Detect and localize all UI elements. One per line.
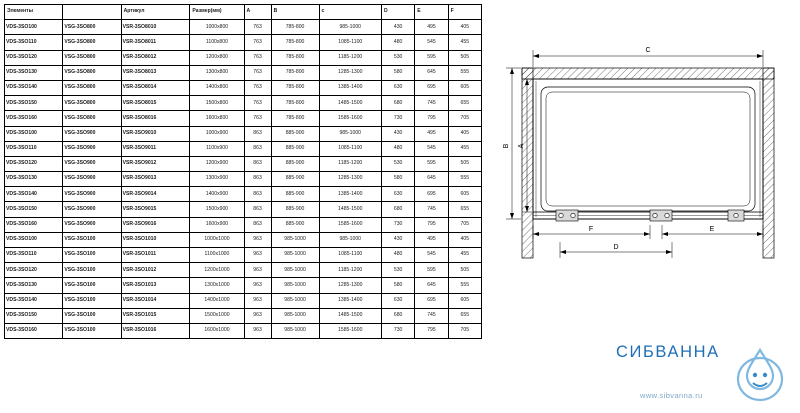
cell-article: VSR-3SO1012 bbox=[121, 263, 190, 278]
col-header-e: E bbox=[415, 5, 448, 20]
cell-b: 985-1000 bbox=[271, 293, 319, 308]
cell-d: 430 bbox=[381, 126, 414, 141]
cell-b: 885-900 bbox=[271, 217, 319, 232]
cell-c: 1485-1500 bbox=[319, 96, 381, 111]
cell-elements: VDS-3SO140 bbox=[5, 187, 63, 202]
cell-article: VSR-3SO1014 bbox=[121, 293, 190, 308]
cell-size: 1400x800 bbox=[190, 80, 244, 95]
cell-b: 785-800 bbox=[271, 50, 319, 65]
table-row bbox=[5, 263, 482, 278]
cell-elements2: VSG-3SO100 bbox=[63, 278, 121, 293]
table-row bbox=[5, 232, 482, 247]
cell-c: 1585-1600 bbox=[319, 111, 381, 126]
cell-elements2: VSG-3SO800 bbox=[63, 20, 121, 35]
cell-size: 1600x1000 bbox=[190, 323, 244, 338]
cell-a: 863 bbox=[244, 202, 271, 217]
cell-e: 545 bbox=[415, 141, 448, 156]
cell-article: VSR-3SO1011 bbox=[121, 248, 190, 263]
cell-c: 985-1000 bbox=[319, 232, 381, 247]
cell-c: 1285-1300 bbox=[319, 278, 381, 293]
cell-elements: VDS-3SO100 bbox=[5, 20, 63, 35]
cell-f: 505 bbox=[448, 50, 481, 65]
cell-c: 1585-1600 bbox=[319, 217, 381, 232]
cell-f: 705 bbox=[448, 323, 481, 338]
cell-elements: VDS-3SO100 bbox=[5, 126, 63, 141]
cell-b: 885-900 bbox=[271, 156, 319, 171]
cell-article: VSR-3SO8013 bbox=[121, 65, 190, 80]
cell-article: VSR-3SO8015 bbox=[121, 96, 190, 111]
cell-elements2: VSG-3SO800 bbox=[63, 50, 121, 65]
cell-a: 863 bbox=[244, 187, 271, 202]
dimension-label-a: A bbox=[518, 143, 525, 149]
cell-f: 455 bbox=[448, 35, 481, 50]
cell-elements: VDS-3SO140 bbox=[5, 293, 63, 308]
cell-d: 680 bbox=[381, 96, 414, 111]
cell-size: 1500x800 bbox=[190, 96, 244, 111]
cell-elements: VDS-3SO160 bbox=[5, 217, 63, 232]
cell-article: VSR-3SO1015 bbox=[121, 308, 190, 323]
cell-f: 655 bbox=[448, 96, 481, 111]
cell-d: 480 bbox=[381, 35, 414, 50]
cell-a: 963 bbox=[244, 293, 271, 308]
cell-e: 645 bbox=[415, 65, 448, 80]
cell-a: 963 bbox=[244, 232, 271, 247]
wall-hatch-left bbox=[522, 68, 533, 258]
dimension-label-b: B bbox=[503, 143, 510, 149]
table-row bbox=[5, 80, 482, 95]
spec-table-container bbox=[4, 4, 482, 339]
cell-d: 530 bbox=[381, 50, 414, 65]
cell-a: 963 bbox=[244, 278, 271, 293]
cell-elements2: VSG-3SO100 bbox=[63, 293, 121, 308]
cell-d: 680 bbox=[381, 308, 414, 323]
cell-article: VSR-3SO8011 bbox=[121, 35, 190, 50]
col-header-article: Артикул bbox=[121, 5, 190, 20]
cell-d: 730 bbox=[381, 111, 414, 126]
cell-a: 763 bbox=[244, 20, 271, 35]
cell-a: 863 bbox=[244, 217, 271, 232]
cell-elements2: VSG-3SO800 bbox=[63, 65, 121, 80]
dimension-label-c: C bbox=[645, 47, 651, 54]
cell-d: 730 bbox=[381, 323, 414, 338]
cell-elements: VDS-3SO110 bbox=[5, 248, 63, 263]
cell-c: 985-1000 bbox=[319, 20, 381, 35]
cell-f: 455 bbox=[448, 248, 481, 263]
cell-a: 863 bbox=[244, 141, 271, 156]
cell-e: 795 bbox=[415, 217, 448, 232]
cell-e: 695 bbox=[415, 80, 448, 95]
cell-e: 645 bbox=[415, 278, 448, 293]
col-header-c: c bbox=[319, 5, 381, 20]
table-row bbox=[5, 156, 482, 171]
cell-elements: VDS-3SO150 bbox=[5, 308, 63, 323]
cell-article: VSR-3SO9015 bbox=[121, 202, 190, 217]
cell-article: VSR-3SO8016 bbox=[121, 111, 190, 126]
cell-elements: VDS-3SO130 bbox=[5, 172, 63, 187]
cell-elements: VDS-3SO150 bbox=[5, 96, 63, 111]
table-row bbox=[5, 111, 482, 126]
cell-elements2: VSG-3SO800 bbox=[63, 35, 121, 50]
table-row bbox=[5, 96, 482, 111]
cell-c: 1285-1300 bbox=[319, 172, 381, 187]
spec-table bbox=[4, 4, 482, 339]
cell-elements2: VSG-3SO100 bbox=[63, 232, 121, 247]
cell-elements2: VSG-3SO900 bbox=[63, 156, 121, 171]
cell-f: 505 bbox=[448, 156, 481, 171]
dimension-label-e: E bbox=[709, 226, 715, 233]
table-header bbox=[5, 5, 482, 20]
table-row bbox=[5, 65, 482, 80]
cell-elements: VDS-3SO120 bbox=[5, 50, 63, 65]
cell-c: 1085-1100 bbox=[319, 248, 381, 263]
cell-article: VSR-3SO9011 bbox=[121, 141, 190, 156]
table-row bbox=[5, 202, 482, 217]
cell-size: 1200x1000 bbox=[190, 263, 244, 278]
cell-elements2: VSG-3SO100 bbox=[63, 308, 121, 323]
cell-size: 1100x1000 bbox=[190, 248, 244, 263]
cell-b: 785-800 bbox=[271, 20, 319, 35]
table-row bbox=[5, 248, 482, 263]
cell-a: 763 bbox=[244, 50, 271, 65]
cell-e: 745 bbox=[415, 96, 448, 111]
cell-size: 1000x800 bbox=[190, 20, 244, 35]
cell-a: 763 bbox=[244, 111, 271, 126]
cell-e: 495 bbox=[415, 126, 448, 141]
cell-e: 495 bbox=[415, 20, 448, 35]
cell-c: 1285-1300 bbox=[319, 65, 381, 80]
cell-c: 1385-1400 bbox=[319, 187, 381, 202]
cell-elements: VDS-3SO130 bbox=[5, 278, 63, 293]
table-row bbox=[5, 293, 482, 308]
cell-elements2: VSG-3SO900 bbox=[63, 217, 121, 232]
cell-b: 885-900 bbox=[271, 172, 319, 187]
cell-elements: VDS-3SO140 bbox=[5, 80, 63, 95]
cell-article: VSR-3SO1010 bbox=[121, 232, 190, 247]
cell-f: 555 bbox=[448, 172, 481, 187]
cell-size: 1300x1000 bbox=[190, 278, 244, 293]
cell-article: VSR-3SO9013 bbox=[121, 172, 190, 187]
cell-size: 1500x900 bbox=[190, 202, 244, 217]
cell-c: 1485-1500 bbox=[319, 202, 381, 217]
cell-elements2: VSG-3SO100 bbox=[63, 248, 121, 263]
col-header-b: B bbox=[271, 5, 319, 20]
table-header-row bbox=[5, 5, 482, 20]
col-header-elements2 bbox=[63, 5, 121, 20]
cell-c: 1085-1100 bbox=[319, 141, 381, 156]
cell-e: 545 bbox=[415, 248, 448, 263]
cell-article: VSR-3SO9010 bbox=[121, 126, 190, 141]
cell-d: 530 bbox=[381, 156, 414, 171]
cell-elements2: VSG-3SO900 bbox=[63, 141, 121, 156]
cell-size: 1100x800 bbox=[190, 35, 244, 50]
cell-a: 763 bbox=[244, 96, 271, 111]
cell-size: 1600x800 bbox=[190, 111, 244, 126]
cell-elements2: VSG-3SO900 bbox=[63, 187, 121, 202]
cell-f: 505 bbox=[448, 263, 481, 278]
cell-e: 795 bbox=[415, 111, 448, 126]
technical-drawing bbox=[500, 40, 796, 290]
cell-d: 630 bbox=[381, 80, 414, 95]
cell-d: 580 bbox=[381, 65, 414, 80]
cell-c: 1185-1200 bbox=[319, 50, 381, 65]
cell-f: 605 bbox=[448, 187, 481, 202]
cell-f: 405 bbox=[448, 126, 481, 141]
cell-b: 985-1000 bbox=[271, 232, 319, 247]
cell-a: 963 bbox=[244, 248, 271, 263]
cell-a: 963 bbox=[244, 323, 271, 338]
cell-e: 745 bbox=[415, 308, 448, 323]
dimension-label-d: D bbox=[613, 244, 619, 251]
cell-size: 1000x1000 bbox=[190, 232, 244, 247]
table-row bbox=[5, 308, 482, 323]
table-row bbox=[5, 126, 482, 141]
cell-d: 730 bbox=[381, 217, 414, 232]
cell-b: 985-1000 bbox=[271, 308, 319, 323]
cell-d: 430 bbox=[381, 232, 414, 247]
cell-b: 785-800 bbox=[271, 65, 319, 80]
cell-d: 580 bbox=[381, 172, 414, 187]
cell-d: 430 bbox=[381, 20, 414, 35]
cell-f: 405 bbox=[448, 232, 481, 247]
cell-elements: VDS-3SO160 bbox=[5, 323, 63, 338]
cell-article: VSR-3SO9012 bbox=[121, 156, 190, 171]
cell-elements: VDS-3SO120 bbox=[5, 263, 63, 278]
col-header-elements: Элементы bbox=[5, 5, 63, 20]
wall-hatch-right bbox=[763, 68, 774, 258]
table-row bbox=[5, 20, 482, 35]
cell-elements: VDS-3SO100 bbox=[5, 232, 63, 247]
table-row bbox=[5, 50, 482, 65]
cell-size: 1600x900 bbox=[190, 217, 244, 232]
cell-elements2: VSG-3SO800 bbox=[63, 111, 121, 126]
cell-d: 530 bbox=[381, 263, 414, 278]
cell-elements2: VSG-3SO100 bbox=[63, 323, 121, 338]
cell-e: 695 bbox=[415, 293, 448, 308]
wall-hatch-top bbox=[522, 68, 774, 79]
cell-size: 1400x1000 bbox=[190, 293, 244, 308]
table-row bbox=[5, 217, 482, 232]
cell-c: 1185-1200 bbox=[319, 156, 381, 171]
cell-elements: VDS-3SO120 bbox=[5, 156, 63, 171]
cell-b: 885-900 bbox=[271, 187, 319, 202]
cell-elements: VDS-3SO110 bbox=[5, 35, 63, 50]
cell-e: 595 bbox=[415, 156, 448, 171]
cell-f: 555 bbox=[448, 65, 481, 80]
cell-a: 863 bbox=[244, 126, 271, 141]
table-row bbox=[5, 323, 482, 338]
droplet-icon bbox=[734, 345, 786, 403]
cell-b: 785-800 bbox=[271, 96, 319, 111]
table-body bbox=[5, 20, 482, 339]
cell-a: 963 bbox=[244, 308, 271, 323]
cell-elements: VDS-3SO130 bbox=[5, 65, 63, 80]
cell-b: 885-900 bbox=[271, 126, 319, 141]
cell-article: VSR-3SO9014 bbox=[121, 187, 190, 202]
cell-a: 763 bbox=[244, 80, 271, 95]
cell-d: 680 bbox=[381, 202, 414, 217]
cell-d: 480 bbox=[381, 248, 414, 263]
cell-a: 963 bbox=[244, 263, 271, 278]
brand-name: СИБВАННА bbox=[616, 343, 720, 361]
col-header-a: A bbox=[244, 5, 271, 20]
cell-size: 1300x800 bbox=[190, 65, 244, 80]
cell-f: 655 bbox=[448, 308, 481, 323]
cell-e: 595 bbox=[415, 50, 448, 65]
cell-elements: VDS-3SO150 bbox=[5, 202, 63, 217]
cell-f: 555 bbox=[448, 278, 481, 293]
cell-b: 785-800 bbox=[271, 80, 319, 95]
cell-d: 630 bbox=[381, 187, 414, 202]
cell-f: 705 bbox=[448, 111, 481, 126]
cell-e: 645 bbox=[415, 172, 448, 187]
cell-b: 985-1000 bbox=[271, 278, 319, 293]
cell-elements2: VSG-3SO800 bbox=[63, 96, 121, 111]
cell-c: 985-1000 bbox=[319, 126, 381, 141]
cell-size: 1200x800 bbox=[190, 50, 244, 65]
cell-f: 605 bbox=[448, 80, 481, 95]
cell-e: 545 bbox=[415, 35, 448, 50]
dimension-label-f: F bbox=[588, 226, 594, 233]
cell-c: 1485-1500 bbox=[319, 308, 381, 323]
cell-f: 605 bbox=[448, 293, 481, 308]
cell-b: 785-800 bbox=[271, 111, 319, 126]
col-header-f: F bbox=[448, 5, 481, 20]
cell-d: 480 bbox=[381, 141, 414, 156]
cell-f: 405 bbox=[448, 20, 481, 35]
table-row bbox=[5, 35, 482, 50]
cell-elements2: VSG-3SO800 bbox=[63, 80, 121, 95]
cell-elements: VDS-3SO160 bbox=[5, 111, 63, 126]
cell-e: 495 bbox=[415, 232, 448, 247]
cell-c: 1185-1200 bbox=[319, 263, 381, 278]
col-header-d: D bbox=[381, 5, 414, 20]
cell-e: 695 bbox=[415, 187, 448, 202]
brand-url: www.sibvanna.ru bbox=[640, 391, 703, 400]
cell-b: 985-1000 bbox=[271, 323, 319, 338]
cell-e: 745 bbox=[415, 202, 448, 217]
cell-b: 885-900 bbox=[271, 202, 319, 217]
table-row bbox=[5, 141, 482, 156]
cell-c: 1085-1100 bbox=[319, 35, 381, 50]
cell-article: VSR-3SO8010 bbox=[121, 20, 190, 35]
cell-e: 595 bbox=[415, 263, 448, 278]
cell-elements2: VSG-3SO100 bbox=[63, 263, 121, 278]
brand-logo bbox=[616, 325, 792, 407]
cell-b: 785-800 bbox=[271, 35, 319, 50]
cell-elements2: VSG-3SO900 bbox=[63, 172, 121, 187]
cell-a: 863 bbox=[244, 172, 271, 187]
cell-elements2: VSG-3SO900 bbox=[63, 202, 121, 217]
cell-c: 1385-1400 bbox=[319, 80, 381, 95]
cell-c: 1585-1600 bbox=[319, 323, 381, 338]
cell-elements2: VSG-3SO900 bbox=[63, 126, 121, 141]
table-row bbox=[5, 278, 482, 293]
table-row bbox=[5, 172, 482, 187]
cell-a: 763 bbox=[244, 35, 271, 50]
cell-d: 630 bbox=[381, 293, 414, 308]
cell-b: 985-1000 bbox=[271, 248, 319, 263]
cell-article: VSR-3SO9016 bbox=[121, 217, 190, 232]
dimension-b bbox=[506, 68, 521, 219]
col-header-size: Размер(мм) bbox=[190, 5, 244, 20]
cell-a: 763 bbox=[244, 65, 271, 80]
cell-size: 1100x900 bbox=[190, 141, 244, 156]
cell-elements: VDS-3SO110 bbox=[5, 141, 63, 156]
cell-f: 705 bbox=[448, 217, 481, 232]
cell-a: 863 bbox=[244, 156, 271, 171]
cell-size: 1200x900 bbox=[190, 156, 244, 171]
cell-size: 1300x900 bbox=[190, 172, 244, 187]
cell-c: 1385-1400 bbox=[319, 293, 381, 308]
cell-b: 885-900 bbox=[271, 141, 319, 156]
cell-article: VSR-3SO1016 bbox=[121, 323, 190, 338]
cell-size: 1400x900 bbox=[190, 187, 244, 202]
table-row bbox=[5, 187, 482, 202]
cell-size: 1500x1000 bbox=[190, 308, 244, 323]
cell-f: 455 bbox=[448, 141, 481, 156]
cell-b: 985-1000 bbox=[271, 263, 319, 278]
cell-article: VSR-3SO1013 bbox=[121, 278, 190, 293]
cell-d: 580 bbox=[381, 278, 414, 293]
cell-article: VSR-3SO8014 bbox=[121, 80, 190, 95]
cell-size: 1000x900 bbox=[190, 126, 244, 141]
cell-f: 655 bbox=[448, 202, 481, 217]
cell-e: 795 bbox=[415, 323, 448, 338]
cell-article: VSR-3SO8012 bbox=[121, 50, 190, 65]
